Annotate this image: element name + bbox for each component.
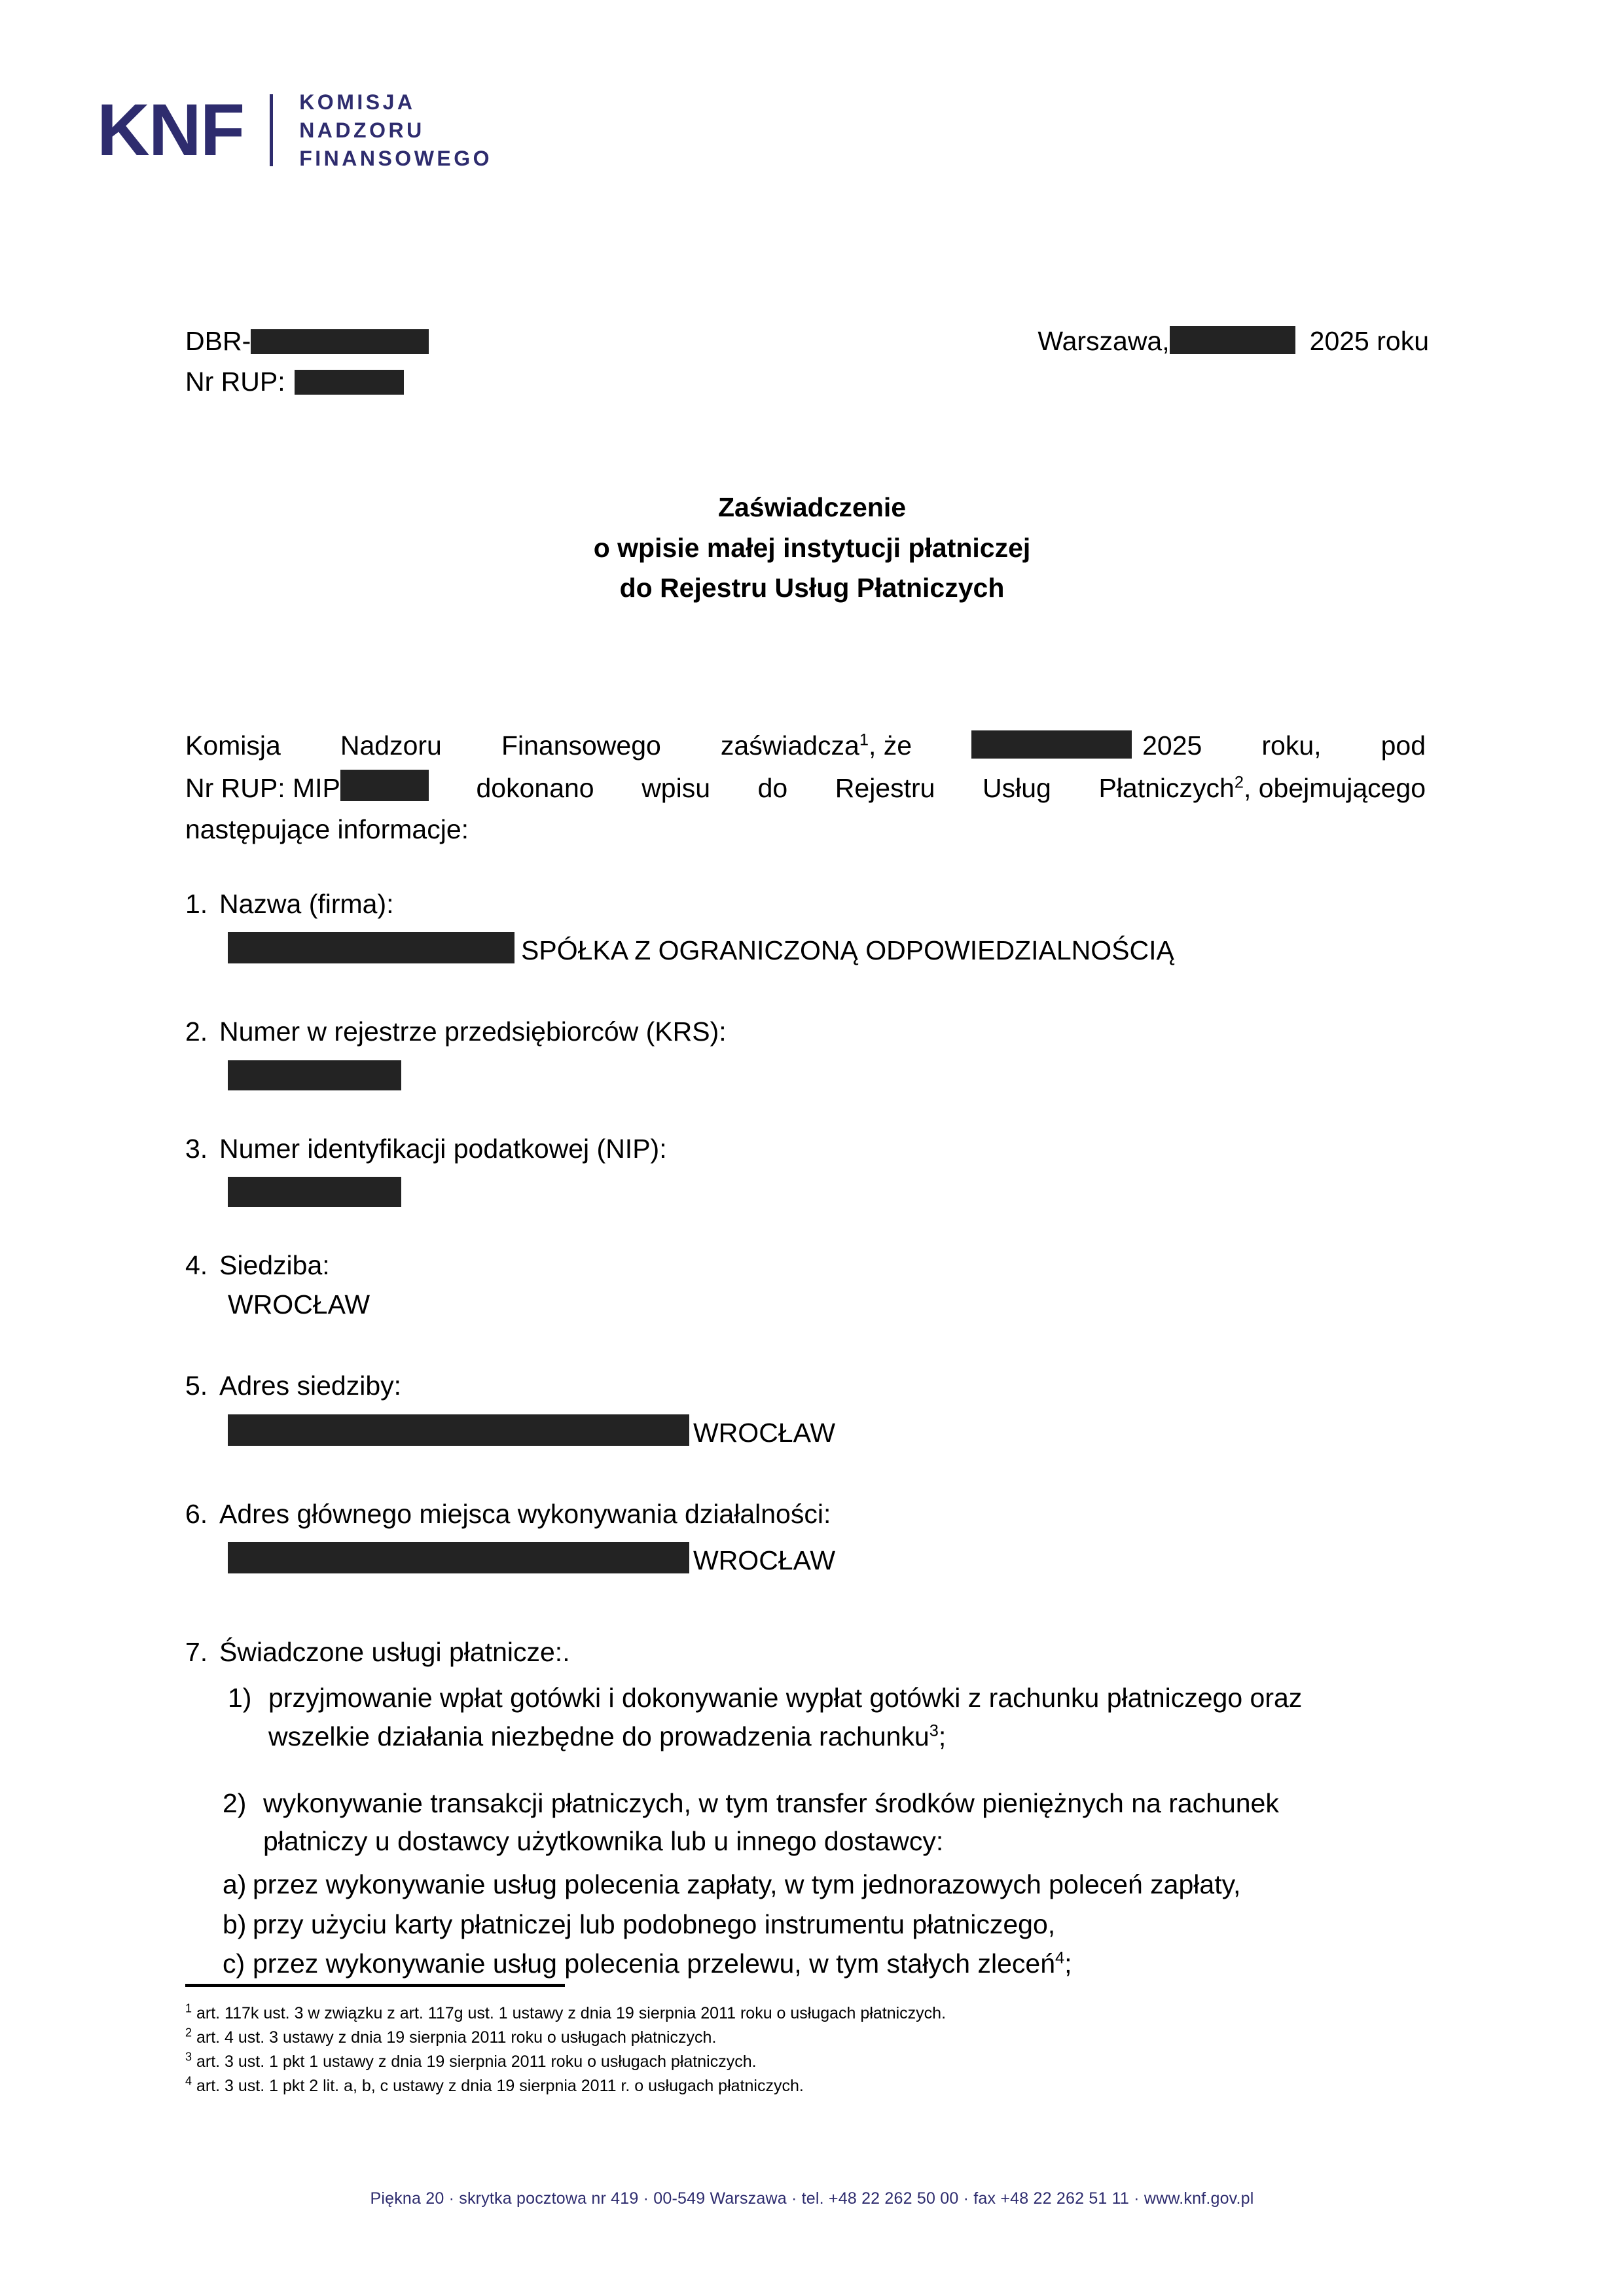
footnote-2-marker: 2 <box>185 2026 192 2039</box>
intro-rup-label: Nr RUP: MIP <box>185 773 340 804</box>
item-label: Adres siedziby: <box>219 1371 402 1401</box>
intro-pod: pod <box>1380 730 1426 761</box>
service-text-c <box>253 1945 1072 1982</box>
footnote-2 <box>185 2026 1429 2050</box>
intro-word-finansowego: Finansowego <box>501 730 661 761</box>
place-date <box>1038 321 1429 361</box>
intro-platniczych: Płatniczych <box>1098 773 1235 804</box>
spacer <box>185 1106 1429 1130</box>
spacer <box>185 1471 1429 1495</box>
item-label: Świadczone usługi płatnicze:. <box>219 1637 570 1668</box>
item-value <box>228 1410 1429 1452</box>
item-label: Siedziba: <box>219 1249 330 1280</box>
footnote-separator <box>185 1984 565 1987</box>
item-heading <box>185 1130 1429 1168</box>
meta-row-rup <box>185 361 1429 402</box>
service-2-line-1: wykonywanie transakcji płatniczych, w tym transfer środków pieniężnych na rachunek <box>263 1787 1279 1818</box>
registry-items-list <box>185 885 1429 2002</box>
intro-do: do <box>757 773 788 804</box>
footnote-4-marker: 4 <box>185 2074 192 2088</box>
intro-word-nadzoru: Nadzoru <box>340 730 442 761</box>
services-sublist <box>223 1679 1429 1982</box>
intro-obejmujacego: , obejmującego <box>1243 773 1426 804</box>
item-heading <box>185 1246 1429 1284</box>
dbr-reference <box>185 321 429 361</box>
list-item-siedziba <box>185 1246 1429 1323</box>
document-meta <box>185 321 1429 403</box>
knf-logo <box>97 89 493 171</box>
service-text-2 <box>263 1784 1429 1860</box>
footnotes-section <box>185 1984 1429 2098</box>
meta-row-reference <box>185 321 1429 361</box>
knf-logo-line-2: NADZORU <box>299 118 425 142</box>
service-text-1 <box>268 1679 1429 1755</box>
footnote-1-text: art. 117k ust. 3 w związku z art. 117g ust. 1 ustawy z dnia 19 sierpnia 2011 roku o usługach płatniczych. <box>196 2004 947 2022</box>
service-marker-c: c) <box>223 1948 245 1979</box>
adres-glowny-redaction <box>228 1542 689 1573</box>
siedziba-city: WROCŁAW <box>228 1289 370 1320</box>
place-label: Warszawa, <box>1038 326 1170 356</box>
intro-year: 2025 <box>1142 730 1202 761</box>
spacer <box>185 989 1429 1013</box>
spacer <box>228 1761 1429 1784</box>
list-item-nip <box>185 1130 1429 1203</box>
date-redaction <box>1170 326 1295 354</box>
item-heading <box>185 885 1429 923</box>
intro-line-3: następujące informacje: <box>185 814 469 844</box>
knf-logo-wordmark <box>299 92 492 169</box>
service-1-terminator: ; <box>938 1721 947 1751</box>
service-item-2 <box>223 1784 1429 1860</box>
service-text-b: przy użyciu karty płatniczej lub podobnego instrumentu płatniczego, <box>253 1909 1056 1939</box>
footnote-3 <box>185 2050 1429 2074</box>
intro-word-komisja: Komisja <box>185 730 281 761</box>
title-line-3: do Rejestru Usług Płatniczych <box>619 573 1005 603</box>
intro-dokonano: dokonano <box>476 773 594 804</box>
page-footer: Piękna 20 · skrytka pocztowa nr 419 · 00-549 Warszawa · tel. +48 22 262 50 00 · fax +48 22 262 51 11 · www.knf.gov.pl <box>370 2189 1254 2208</box>
service-marker-1: 1) <box>228 1683 252 1713</box>
item-number: 4. <box>185 1249 208 1280</box>
item-number: 6. <box>185 1498 208 1529</box>
service-marker-2: 2) <box>223 1787 247 1818</box>
document-title <box>0 488 1624 609</box>
item-number: 3. <box>185 1133 208 1164</box>
rup-reference <box>185 361 404 402</box>
item-value <box>228 1538 1429 1579</box>
service-item-2c <box>223 1945 1429 1982</box>
knf-logo-mark: KNF <box>97 89 244 171</box>
spacer <box>185 1343 1429 1367</box>
adres-glowny-city: WROCŁAW <box>693 1545 836 1575</box>
year-label: 2025 roku <box>1309 326 1429 356</box>
intro-platniczych-group <box>1098 768 1426 808</box>
footnote-2-text: art. 4 ust. 3 ustawy z dnia 19 sierpnia 2011 roku o usługach płatniczych. <box>196 2028 717 2047</box>
company-legal-form: SPÓŁKA Z OGRANICZONĄ ODPOWIEDZIALNOŚCIĄ <box>521 935 1174 966</box>
footnote-1 <box>185 2001 1429 2026</box>
knf-logo-line-1: KOMISJA <box>299 90 416 114</box>
intro-date-redaction <box>971 730 1132 759</box>
footnote-ref-4: 4 <box>1055 1948 1065 1967</box>
footnote-1-marker: 1 <box>185 2001 192 2015</box>
item-heading <box>185 1013 1429 1050</box>
service-1-line-2 <box>268 1717 1429 1755</box>
item-number: 1. <box>185 889 208 919</box>
footnote-ref-3: 3 <box>929 1721 939 1740</box>
service-c-text-body: przez wykonywanie usług polecenia przelewu, w tym stałych zleceń <box>253 1948 1056 1979</box>
footnote-4 <box>185 2074 1429 2098</box>
title-line-1: Zaświadczenie <box>717 492 907 522</box>
service-marker-a: a) <box>223 1869 247 1900</box>
intro-rup-redaction <box>340 770 429 801</box>
item-number: 7. <box>185 1637 208 1668</box>
intro-line-1 <box>185 725 1426 766</box>
service-c-terminator: ; <box>1064 1948 1072 1979</box>
item-heading <box>185 1633 1429 1671</box>
intro-uslug: Usług <box>983 773 1051 804</box>
list-item-adres-glowny <box>185 1495 1429 1579</box>
dbr-label: DBR- <box>185 326 251 356</box>
adres-siedziby-redaction <box>228 1414 689 1446</box>
service-item-1 <box>228 1679 1429 1755</box>
spacer <box>185 1599 1429 1633</box>
intro-verb: zaświadcza <box>720 730 859 761</box>
rup-redaction <box>295 370 404 395</box>
list-item-nazwa <box>185 885 1429 969</box>
service-item-2a <box>223 1865 1429 1903</box>
item-label: Nazwa (firma): <box>219 889 394 919</box>
dbr-redaction <box>251 329 429 354</box>
item-heading <box>185 1495 1429 1533</box>
adres-siedziby-city: WROCŁAW <box>693 1417 836 1448</box>
nip-redaction <box>228 1177 401 1207</box>
item-value <box>228 1173 1429 1203</box>
item-number: 2. <box>185 1016 208 1047</box>
item-label: Numer w rejestrze przedsiębiorców (KRS): <box>219 1016 727 1047</box>
service-2-line-2: płatniczy u dostawcy użytkownika lub u innego dostawcy: <box>263 1826 944 1857</box>
knf-logo-divider <box>270 94 273 166</box>
footnote-3-text: art. 3 ust. 1 pkt 1 ustawy z dnia 19 sierpnia 2011 roku o usługach płatniczych. <box>196 2053 757 2071</box>
item-value <box>228 1056 1429 1086</box>
item-value <box>228 1285 1429 1323</box>
footnote-4-text: art. 3 ust. 1 pkt 2 lit. a, b, c ustawy z dnia 19 sierpnia 2011 r. o usługach płatniczych. <box>196 2077 804 2095</box>
item-number: 5. <box>185 1371 208 1401</box>
service-1-line-2-text: wszelkie działania niezbędne do prowadzenia rachunku <box>268 1721 929 1751</box>
title-line-2: o wpisie małej instytucji płatniczej <box>593 532 1031 563</box>
intro-line-2 <box>185 766 1426 808</box>
service-marker-b: b) <box>223 1909 247 1939</box>
rup-label: Nr RUP: <box>185 367 285 397</box>
knf-logo-line-3: FINANSOWEGO <box>299 147 493 170</box>
service-1-line-1: przyjmowanie wpłat gotówki i dokonywanie wypłat gotówki z rachunku płatniczego oraz <box>268 1683 1303 1713</box>
spacer <box>185 1223 1429 1246</box>
krs-redaction <box>228 1060 401 1090</box>
service-text-a: przez wykonywanie usług polecenia zapłaty, w tym jednorazowych poleceń zapłaty, <box>253 1869 1241 1900</box>
company-name-redaction <box>228 932 514 963</box>
intro-paragraph <box>185 725 1426 850</box>
service-item-2b <box>223 1905 1429 1943</box>
intro-rejestru: Rejestru <box>835 773 935 804</box>
item-value <box>228 928 1429 969</box>
list-item-uslugi <box>185 1633 1429 1982</box>
intro-wpisu: wpisu <box>641 773 711 804</box>
item-label: Numer identyfikacji podatkowej (NIP): <box>219 1133 667 1164</box>
intro-roku: roku, <box>1261 730 1322 761</box>
footnote-ref-2: 2 <box>1234 773 1244 792</box>
intro-rup-group <box>185 766 429 808</box>
item-label: Adres głównego miejsca wykonywania działalności: <box>219 1498 831 1529</box>
footnote-ref-1: 1 <box>859 730 869 749</box>
list-item-adres-siedziby <box>185 1367 1429 1451</box>
intro-word-zaswiadcza <box>721 725 912 766</box>
footnote-3-marker: 3 <box>185 2050 192 2064</box>
item-heading <box>185 1367 1429 1405</box>
intro-ze: , że <box>868 730 912 761</box>
list-item-krs <box>185 1013 1429 1086</box>
